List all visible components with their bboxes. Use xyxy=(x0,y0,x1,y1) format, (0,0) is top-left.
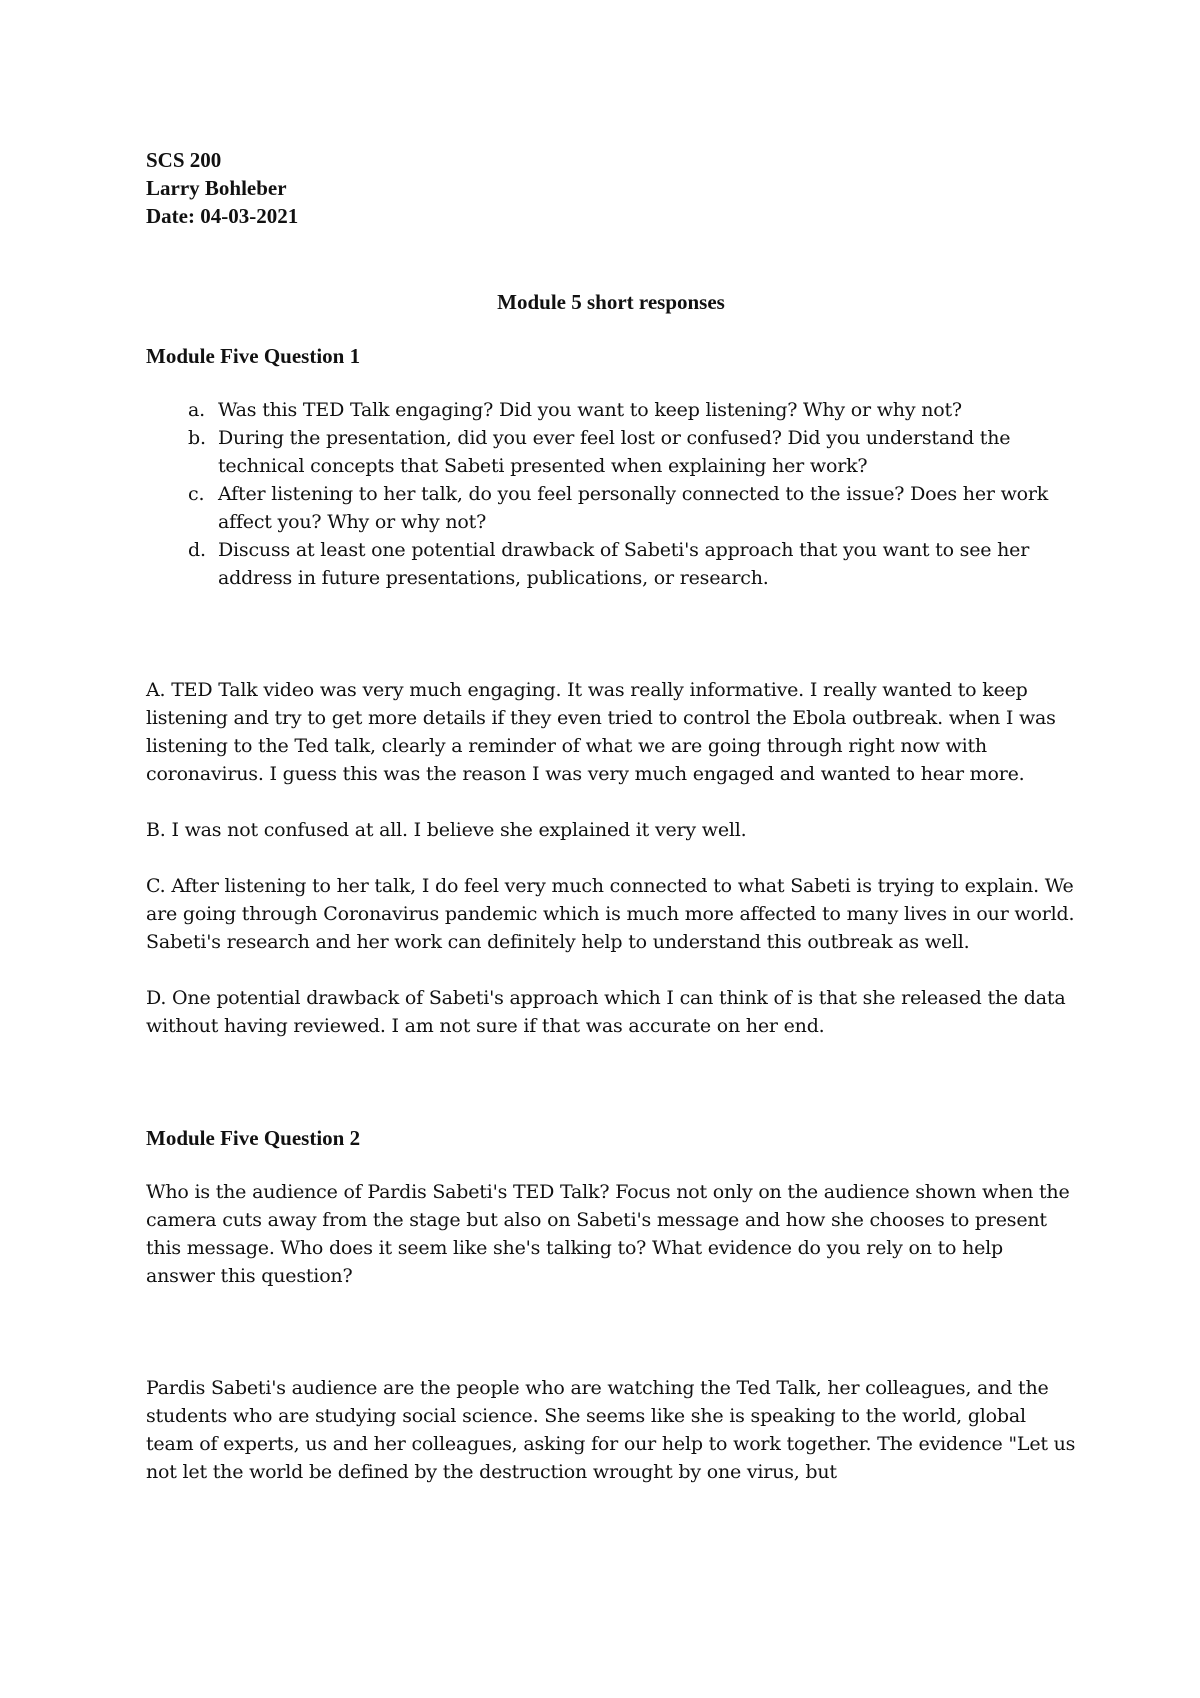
document-header xyxy=(146,146,1076,230)
answer-b: B. I was not confused at all. I believe she explained it very well. xyxy=(146,819,747,841)
answer-c: C. After listening to her talk, I do feel very much connected to what Sabeti is trying to explain. We are going through Coronavirus pandemic which is much more affected to many lives in our world. Sabeti's research and her work can definitely help to understand this outbreak as well. xyxy=(146,875,1075,953)
list-marker: b. xyxy=(188,427,206,449)
question1-list xyxy=(146,396,1076,592)
question2-answer: Pardis Sabeti's audience are the people who are watching the Ted Talk, her colleagues, and the students who are studying social science. She seems like she is speaking to the world, global team of experts, us and her colleagues, asking for our help to work together. The evidence "Let us not let the world be defined by the destruction wrought by one virus, but xyxy=(146,1377,1076,1483)
list-marker: c. xyxy=(188,483,205,505)
question1-item-b xyxy=(188,424,1076,480)
question1-answers xyxy=(146,676,1076,1040)
document-content xyxy=(146,146,1076,1486)
question2-heading: Module Five Question 2 xyxy=(146,1126,361,1150)
list-marker: d. xyxy=(188,539,206,561)
question2-prompt: Who is the audience of Pardis Sabeti's TED Talk? Focus not only on the audience shown when the camera cuts away from the stage but also on Sabeti's message and how she chooses to present this message. Who does it seem like she's talking to? What evidence do you rely on to help answer this question? xyxy=(146,1181,1070,1287)
answer-a: A. TED Talk video was very much engaging. It was really informative. I really wanted to keep listening and try to get more details if they even tried to control the Ebola outbreak. when I was listening to the Ted talk, clearly a reminder of what we are going through right now with coronavirus. I guess this was the reason I was very much engaged and wanted to hear more. xyxy=(146,679,1056,785)
list-item-text: During the presentation, did you ever feel lost or confused? Did you understand the technical concepts that Sabeti presented when explaining her work? xyxy=(218,427,1011,477)
question1-item-d xyxy=(188,536,1076,592)
list-item-text: Was this TED Talk engaging? Did you want to keep listening? Why or why not? xyxy=(218,399,962,421)
answer-d: D. One potential drawback of Sabeti's approach which I can think of is that she released the data without having reviewed. I am not sure if that was accurate on her end. xyxy=(146,987,1066,1037)
question1-heading: Module Five Question 1 xyxy=(146,344,361,368)
list-item-text: After listening to her talk, do you feel personally connected to the issue? Does her work affect you? Why or why not? xyxy=(218,483,1049,533)
course-code: SCS 200 xyxy=(146,148,222,172)
list-marker: a. xyxy=(188,399,205,421)
question1-item-a xyxy=(188,396,1076,424)
author-name: Larry Bohleber xyxy=(146,176,287,200)
document-title: Module 5 short responses xyxy=(497,290,725,314)
document-date: Date: 04-03-2021 xyxy=(146,204,299,228)
question1-item-c xyxy=(188,480,1076,536)
list-item-text: Discuss at least one potential drawback of Sabeti's approach that you want to see her address in future presentations, publications, or research. xyxy=(218,539,1030,589)
